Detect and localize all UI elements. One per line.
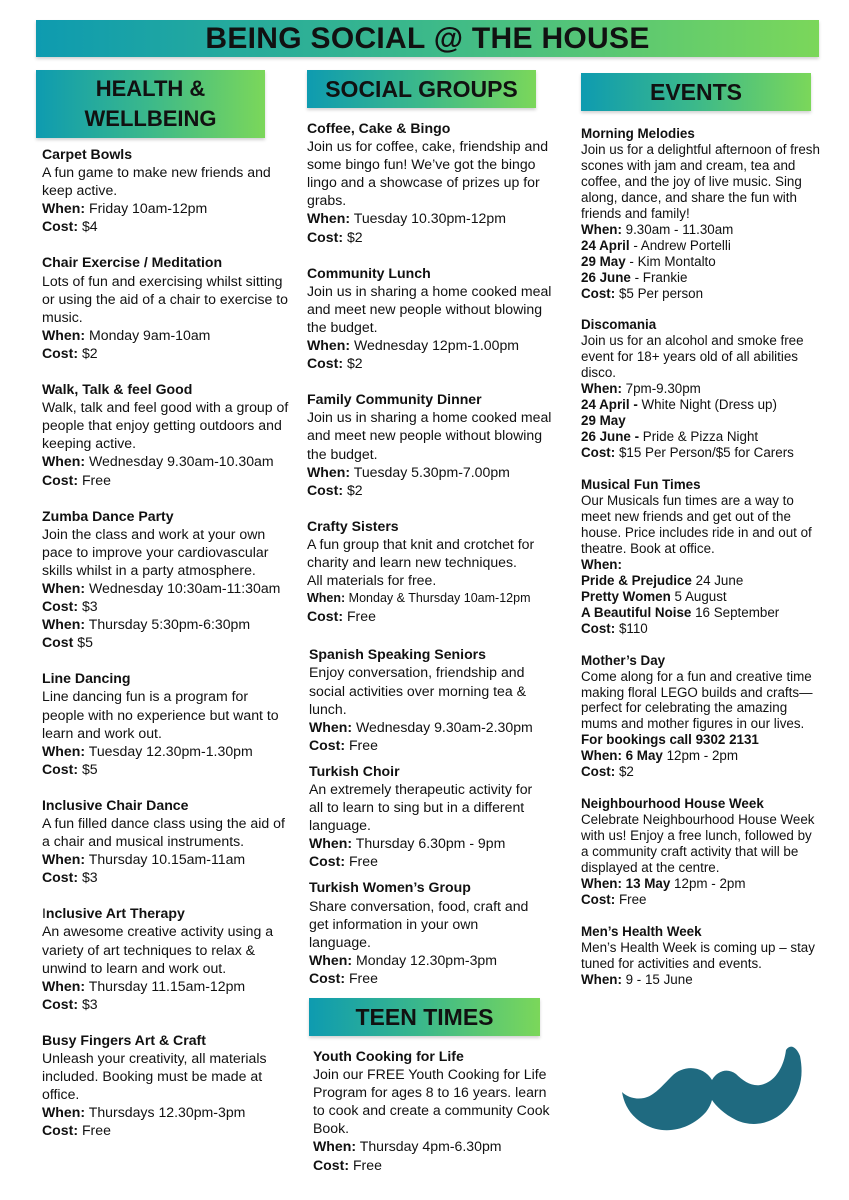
event-when: When: 9.30am - 11.30am: [581, 221, 734, 237]
activity-title: Carpet Bowls: [42, 146, 133, 162]
activity-title: Inclusive Chair Dance: [42, 796, 189, 813]
group-crafty-sisters: [307, 517, 562, 626]
group-description: Join us for coffee, cake, friendship and some bingo fun! We’ve got the bingo lingo and a showcase of prizes up for grabs.: [307, 138, 549, 209]
event-cost: Cost: $15 Per Person/$5 for Carers: [581, 445, 794, 461]
group-cost: Cost: $2: [307, 481, 363, 498]
group-when: When: Tuesday 10.30pm-12pm: [307, 210, 506, 227]
activity-cost: Cost: $5: [42, 760, 98, 777]
activity-cost: Cost: $3: [42, 995, 98, 1012]
event-cost: Cost: $2: [581, 764, 634, 780]
heading-health-wellbeing: [36, 70, 265, 138]
group-description: Share conversation, food, craft and get information in your own language.: [309, 897, 529, 950]
group-title: Coffee, Cake & Bingo: [307, 120, 451, 136]
activity-carpet-bowls: [42, 145, 292, 235]
health-column: [42, 145, 292, 1158]
group-when: When: Wednesday 9.30am-2.30pm: [309, 718, 533, 735]
group-when: When: Thursday 6.30pm - 9pm: [309, 835, 506, 852]
event-cost: Cost: $110: [581, 620, 648, 636]
page-title: BEING SOCIAL @ THE HOUSE: [36, 20, 819, 57]
group-description: An extremely therapeutic activity for all to learn to sing but in a different language.: [309, 781, 533, 834]
heading-health-line1: HEALTH &: [95, 76, 206, 101]
activity-when: When: Wednesday 10:30am-11:30am: [42, 579, 281, 596]
mustache-icon: [620, 1040, 805, 1145]
event-date-row: 29 May: [581, 413, 626, 429]
group-when: When: Monday & Thursday 10am-12pm: [307, 591, 531, 606]
group-title: Crafty Sisters: [307, 517, 399, 534]
event-mens-health-week: [581, 924, 821, 988]
activity-title: Walk, Talk & feel Good: [42, 381, 193, 398]
activity-title: Line Dancing: [42, 670, 131, 687]
event-date-row: 24 April - White Night (Dress up): [581, 397, 777, 413]
activity-cost: Cost: Free: [42, 1122, 111, 1139]
activity-when-second: When: Thursday 5:30pm-6:30pm: [42, 616, 251, 633]
activity-when: When: Friday 10am-12pm: [42, 200, 208, 217]
group-description: A fun group that knit and crotchet for charity and learn new techniques.: [307, 535, 535, 570]
social-column: [307, 119, 562, 1005]
activity-inclusive-art-therapy: [42, 904, 292, 1013]
event-date-row: 26 June - Frankie: [581, 269, 688, 285]
event-description: Men’s Health Week is coming up – stay tuned for activities and events.: [581, 939, 815, 971]
teen-when: When: Thursday 4pm-6.30pm: [313, 1138, 502, 1155]
activity-description: Walk, talk and feel good with a group of people that enjoy getting outdoors and keeping active.: [42, 399, 289, 452]
group-cost: Cost: Free: [309, 969, 378, 986]
group-family-dinner: [307, 390, 562, 499]
activity-title: Inclusive Art Therapy: [42, 905, 185, 922]
heading-health-line2: WELLBEING: [84, 106, 217, 131]
activity-when: When: Thursday 11.15am-12pm: [42, 977, 246, 994]
activity-cost: Cost: $2: [42, 344, 98, 361]
teen-description: Join our FREE Youth Cooking for Life Program for ages 8 to 16 years. learn to cook and create a community Cook Book.: [313, 1066, 550, 1137]
event-when: When: 7pm-9.30pm: [581, 381, 701, 397]
event-when: When: 6 May 12pm - 2pm: [581, 748, 739, 764]
activity-chair-exercise: [42, 253, 292, 362]
event-description: Join us for an alcohol and smoke free event for 18+ years old of all abilities disco.: [581, 333, 804, 381]
activity-when: When: Monday 9am-10am: [42, 326, 211, 343]
group-title: Turkish Women’s Group: [309, 879, 471, 896]
group-description: Enjoy conversation, friendship and social activities over morning tea & lunch.: [309, 664, 526, 717]
event-mothers-day: [581, 653, 821, 781]
event-discomania: [581, 317, 821, 461]
activity-description: A fun game to make new friends and keep active.: [42, 164, 271, 199]
event-title: Morning Melodies: [581, 126, 695, 141]
group-turkish-choir: [307, 762, 562, 871]
activity-when: When: Thursdays 12.30pm-3pm: [42, 1104, 246, 1121]
activity-description: A fun filled dance class using the aid of a chair and musical instruments.: [42, 815, 285, 850]
group-description: Join us in sharing a home cooked meal and meet new people without blowing the budget.: [307, 282, 552, 335]
event-morning-melodies: [581, 126, 821, 301]
event-when: When: 13 May 12pm - 2pm: [581, 875, 746, 891]
activity-busy-fingers: [42, 1031, 292, 1140]
activity-walk-talk: [42, 380, 292, 489]
group-description: Join us in sharing a home cooked meal and meet new people without blowing the budget.: [307, 409, 552, 462]
event-description: Our Musicals fun times are a way to meet new friends and get out of the house. Price includes ride in and out of theatre. Book at office.: [581, 493, 812, 556]
activity-cost: Cost: $3: [42, 598, 98, 615]
event-date-row: 29 May - Kim Montalto: [581, 253, 716, 269]
activity-when: When: Wednesday 9.30am-10.30am: [42, 453, 274, 470]
event-musical-fun-times: [581, 477, 821, 637]
activity-description: Join the class and work at your own pace to improve your cardiovascular skills whilst in a party atmosphere.: [42, 525, 269, 578]
group-when: When: Monday 12.30pm-3pm: [309, 951, 497, 968]
group-when: When: Tuesday 5.30pm-7.00pm: [307, 463, 510, 480]
event-description: Join us for a delightful afternoon of fresh scones with jam and cream, tea and coffee, and the joy of live music. Sing along, dance, and share the fun with friends and family!: [581, 141, 820, 221]
activity-line-dancing: [42, 669, 292, 778]
activity-inclusive-chair-dance: [42, 796, 292, 886]
activity-description: An awesome creative activity using a variety of art techniques to relax & unwind to learn and work out.: [42, 923, 274, 976]
event-date-row: 24 April - Andrew Portelli: [581, 237, 731, 253]
event-booking: For bookings call 9302 2131: [581, 732, 759, 748]
group-description-extra: All materials for free.: [307, 572, 437, 589]
event-neighbourhood-house-week: [581, 796, 821, 908]
event-title: Neighbourhood House Week: [581, 796, 764, 812]
group-cost: Cost: $2: [307, 228, 363, 245]
teen-column: [313, 1047, 553, 1192]
group-cost: Cost: Free: [307, 608, 376, 625]
event-title: Discomania: [581, 317, 657, 333]
event-title: Mother’s Day: [581, 652, 666, 668]
group-when: When: Wednesday 12pm-1.00pm: [307, 337, 520, 354]
activity-when: When: Thursday 10.15am-11am: [42, 851, 246, 868]
events-column: [581, 126, 821, 1004]
group-cost: Cost: $2: [307, 355, 363, 372]
group-title: Turkish Choir: [309, 762, 400, 779]
event-description: Come along for a fun and creative time making floral LEGO builds and crafts—perfect for celebrating the amazing mums and mother figures in our lives.: [581, 668, 813, 732]
event-when: When: 9 - 15 June: [581, 971, 693, 987]
event-when: When:: [581, 556, 622, 572]
event-date-row: 26 June - Pride & Pizza Night: [581, 429, 759, 445]
group-spanish-seniors: [307, 645, 562, 754]
group-community-lunch: [307, 264, 562, 373]
heading-social-groups: SOCIAL GROUPS: [307, 70, 536, 108]
group-cost: Cost: Free: [309, 736, 378, 753]
heading-events: EVENTS: [581, 73, 811, 111]
event-show-row: Pretty Women 5 August: [581, 588, 727, 604]
teen-title: Youth Cooking for Life: [313, 1048, 464, 1064]
heading-teen-times: TEEN TIMES: [309, 998, 540, 1036]
activity-description: Lots of fun and exercising whilst sitting or using the aid of a chair to exercise to music.: [42, 272, 288, 325]
activity-title: Busy Fingers Art & Craft: [42, 1031, 206, 1048]
event-cost: Cost: $5 Per person: [581, 285, 704, 301]
event-title: Men’s Health Week: [581, 923, 702, 939]
group-cost: Cost: Free: [309, 853, 378, 870]
event-description: Celebrate Neighbourhood House Week with us! Enjoy a free lunch, followed by a community craft activity that will be displayed at the centre.: [581, 812, 815, 876]
teen-youth-cooking: [313, 1047, 553, 1174]
event-cost: Cost: Free: [581, 891, 647, 907]
activity-description: Unleash your creativity, all materials included. Booking must be made at office.: [42, 1050, 267, 1103]
activity-when: When: Tuesday 12.30pm-1.30pm: [42, 742, 253, 759]
activity-title: Zumba Dance Party: [42, 507, 174, 524]
group-title: Community Lunch: [307, 264, 431, 281]
activity-cost: Cost: Free: [42, 471, 111, 488]
activity-title: Chair Exercise / Meditation: [42, 254, 223, 271]
group-title: Spanish Speaking Seniors: [309, 646, 487, 663]
event-show-row: Pride & Prejudice 24 June: [581, 572, 744, 588]
activity-cost: Cost: $3: [42, 869, 98, 886]
group-coffee-cake-bingo: [307, 119, 562, 246]
event-show-row: A Beautiful Noise 16 September: [581, 604, 780, 620]
activity-zumba: [42, 507, 292, 652]
activity-cost-second: Cost $5: [42, 634, 93, 651]
activity-description: Line dancing fun is a program for people with no experience but want to learn and work out.: [42, 688, 279, 741]
event-title: Musical Fun Times: [581, 477, 701, 493]
activity-cost: Cost: $4: [42, 218, 98, 235]
group-turkish-womens: [307, 878, 562, 987]
teen-cost: Cost: Free: [313, 1156, 382, 1173]
group-title: Family Community Dinner: [307, 391, 482, 408]
